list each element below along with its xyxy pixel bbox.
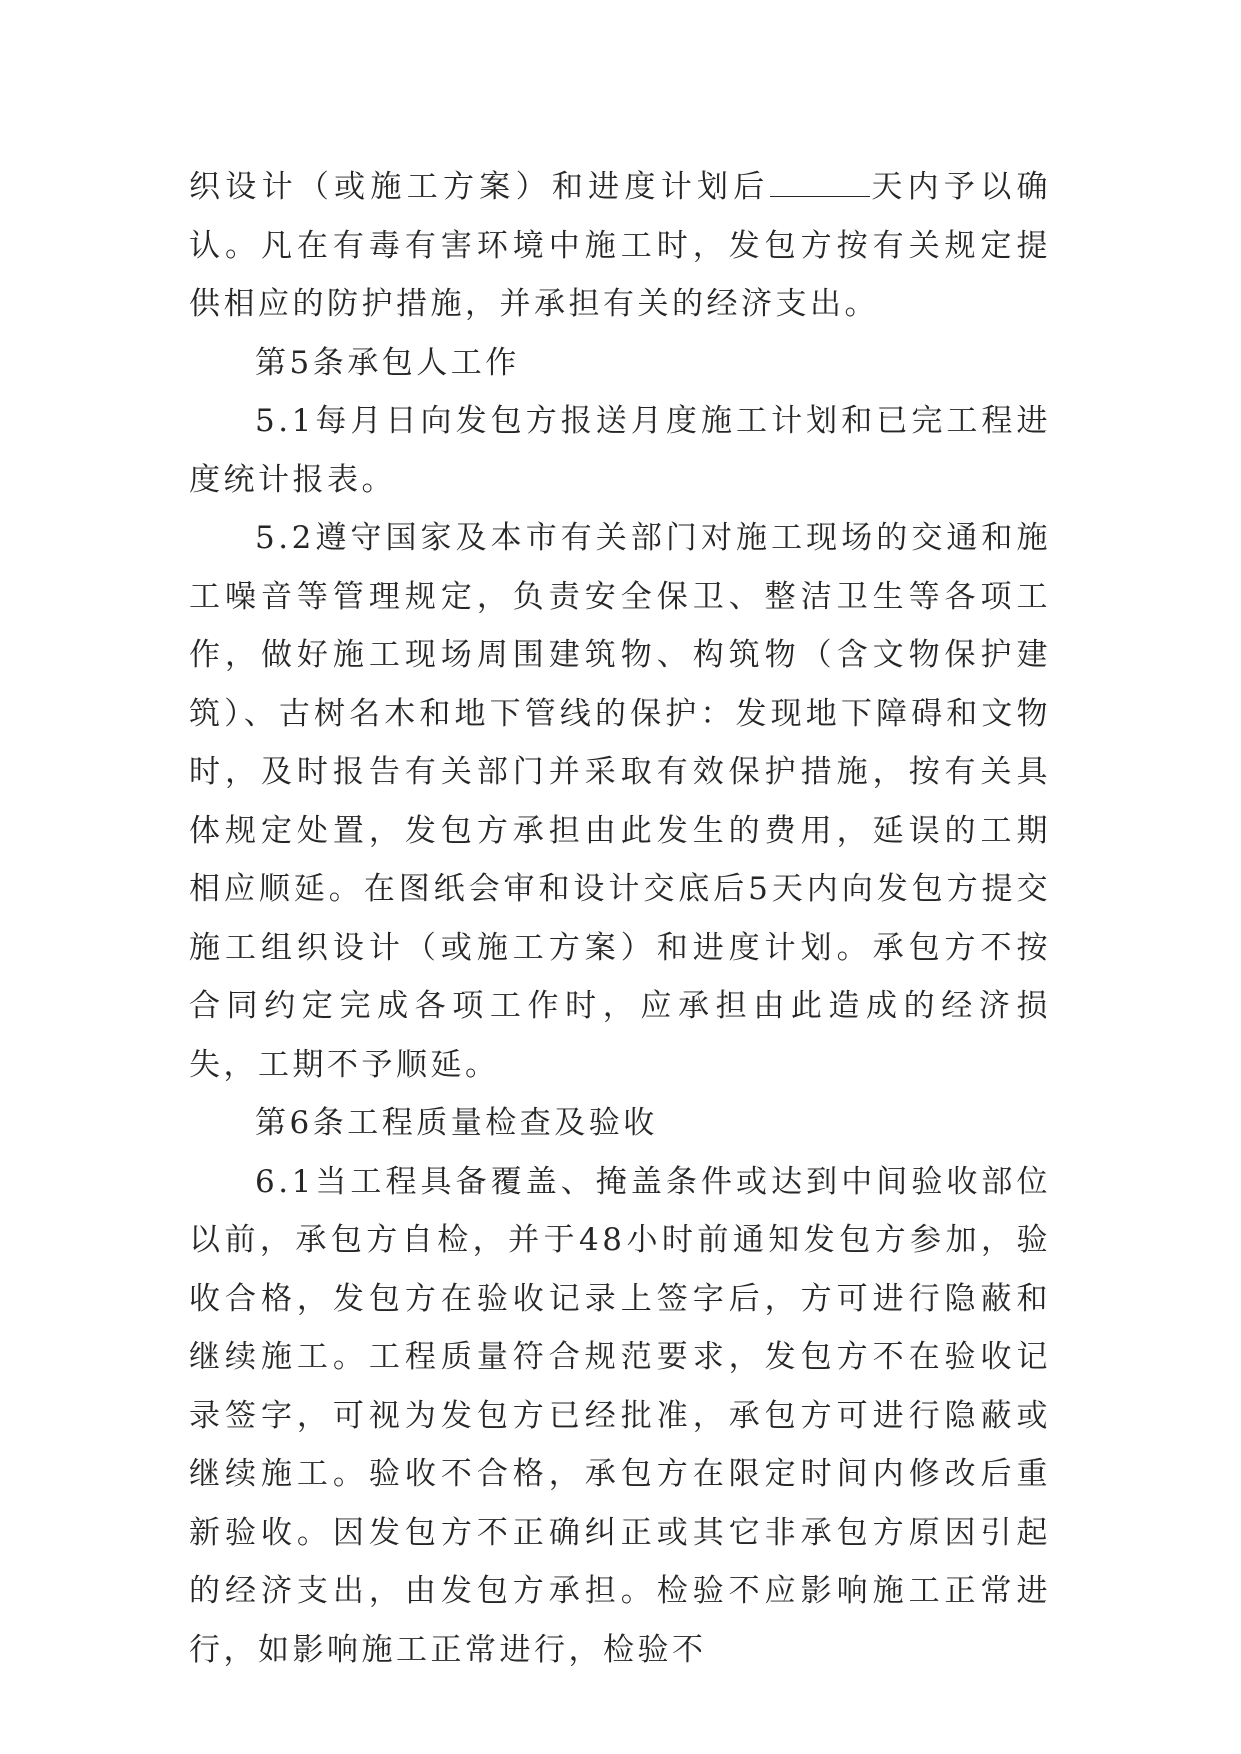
article-5-heading: 第5条承包人工作	[255, 344, 520, 381]
paragraph-text-before-blank: 织设计（或施工方案）和进度计划后	[189, 169, 770, 205]
fill-in-blank	[770, 170, 870, 197]
clause-5-1: 5.1每月日向发包方报送月度施工计划和已完工程进度统计报表。	[189, 403, 1051, 498]
paragraph-text-after-blank: 天内予以确认。凡在有毒有害环境中施工时，发包方按有关规定提供相应的防护措施，并承担有关的经济支出。	[189, 169, 1052, 322]
paragraph-continuation	[189, 158, 1051, 334]
clause-5-2: 5.2遵守国家及本市有关部门对施工现场的交通和施工噪音等管理规定，负责安全保卫、整洁卫生等各项工作，做好施工现场周围建筑物、构筑物（含文物保护建筑）、古树名木和地下管线的保护：发现地下障碍和文物时，及时报告有关部门并采取有效保护措施，按有关具体规定处置，发包方承担由此发生的费用，延误的工期相应顺延。在图纸会审和设计交底后5天内向发包方提交施工组织设计（或施工方案）和进度计划。承包方不按合同约定完成各项工作时，应承担由此造成的经济损失，工期不予顺延。	[189, 520, 1051, 1083]
document-body	[189, 158, 1051, 1679]
article-6-heading: 第6条工程质量检查及验收	[255, 1105, 658, 1141]
clause-6-1: 6.1当工程具备覆盖、掩盖条件或达到中间验收部位以前，承包方自检，并于48小时前通知发包方参加，验收合格，发包方在验收记录上签字后，方可进行隐蔽和继续施工。工程质量符合规范要求，发包方不在验收记录签字，可视为发包方已经批准，承包方可进行隐蔽或继续施工。验收不合格，承包方在限定时间内修改后重新验收。因发包方不正确纠正或其它非承包方原因引起的经济支出，由发包方承担。检验不应影响施工正常进行，如影响施工正常进行，检验不	[189, 1163, 1051, 1668]
